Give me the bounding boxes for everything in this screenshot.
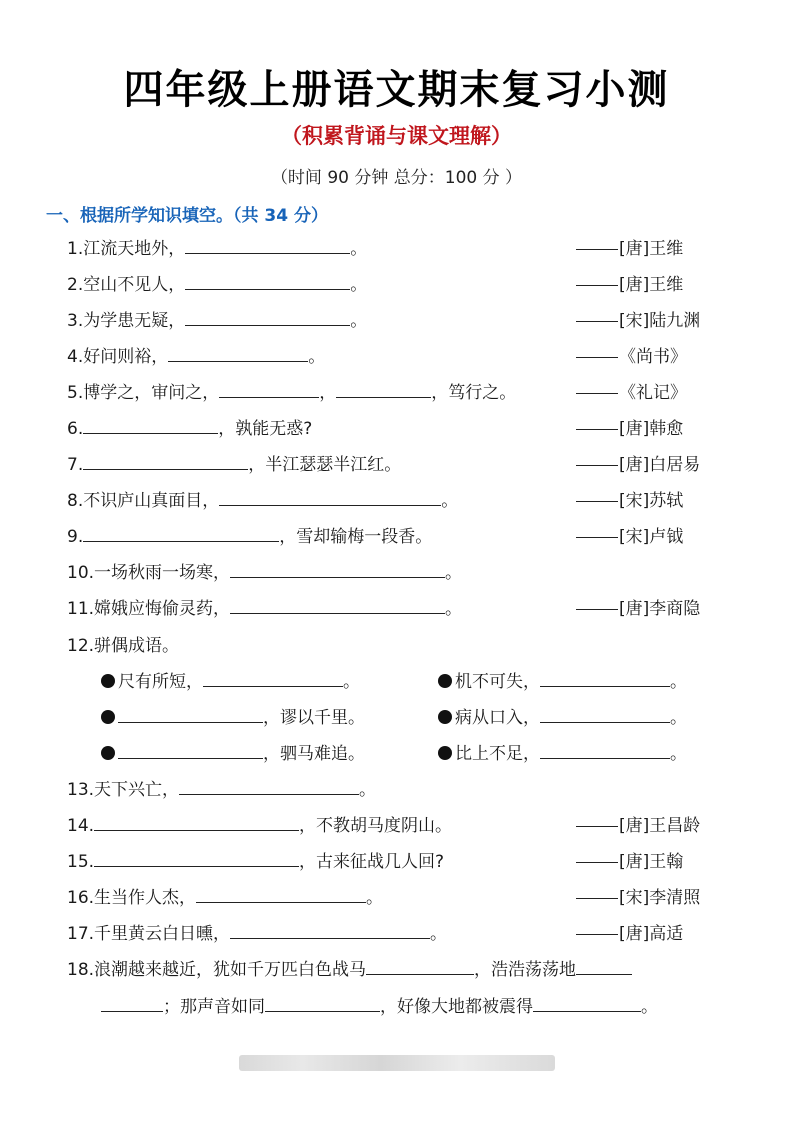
answer-blank[interactable]	[185, 235, 350, 254]
question-15: 15. ，古来征战几人回?	[67, 848, 444, 876]
question-5-source: 《礼记》	[576, 379, 687, 407]
bullet-icon	[438, 674, 452, 688]
question-6-source: [唐]韩愈	[576, 415, 683, 443]
question-16-source: [宋]李清照	[576, 884, 700, 912]
question-11: 11.嫦娥应悔偷灵药， 。	[67, 595, 462, 623]
answer-blank[interactable]	[168, 343, 308, 362]
question-17-source: [唐]高适	[576, 920, 683, 948]
answer-blank[interactable]	[83, 523, 279, 542]
answer-blank[interactable]	[94, 812, 299, 831]
page-subtitle: （积累背诵与课文理解）	[281, 124, 512, 148]
question-1-source: [唐]王维	[576, 235, 683, 263]
answer-blank[interactable]	[196, 884, 366, 903]
answer-blank[interactable]	[230, 559, 445, 578]
question-1: 1.江流天地外， 。	[67, 235, 367, 263]
question-9: 9. ，雪却输梅一段香。	[67, 523, 432, 551]
idiom-item: 病从口入， 。	[438, 704, 687, 732]
answer-blank[interactable]	[366, 956, 474, 975]
question-13: 13.天下兴亡， 。	[67, 776, 376, 804]
question-12: 12.骈偶成语。	[67, 636, 180, 656]
answer-blank[interactable]	[185, 271, 350, 290]
answer-blank[interactable]	[118, 704, 263, 723]
question-15-source: [唐]王翰	[576, 848, 683, 876]
question-8: 8.不识庐山真面目， 。	[67, 487, 458, 515]
answer-blank[interactable]	[540, 740, 670, 759]
answer-blank[interactable]	[230, 595, 445, 614]
answer-blank[interactable]	[540, 704, 670, 723]
answer-blank[interactable]	[185, 307, 350, 326]
answer-blank[interactable]	[219, 379, 319, 398]
answer-blank[interactable]	[118, 740, 263, 759]
question-8-source: [宋]苏轼	[576, 487, 683, 515]
section-heading: 一、根据所学知识填空。（共 34 分）	[46, 206, 328, 226]
answer-blank[interactable]	[83, 451, 248, 470]
answer-blank[interactable]	[83, 415, 218, 434]
question-18-continued: ；那声音如同 ，好像大地都被震得 。	[101, 993, 658, 1021]
question-4-source: 《尚书》	[576, 343, 687, 371]
question-7: 7. ，半江瑟瑟半江红。	[67, 451, 401, 479]
question-7-source: [唐]白居易	[576, 451, 700, 479]
answer-blank[interactable]	[336, 379, 431, 398]
question-6: 6. ，孰能无惑?	[67, 415, 312, 443]
question-2-source: [唐]王维	[576, 271, 683, 299]
idiom-item: ，驷马难追。	[101, 740, 365, 768]
bullet-icon	[101, 746, 115, 760]
bullet-icon	[438, 710, 452, 724]
answer-blank[interactable]	[101, 993, 163, 1012]
question-14: 14. ，不教胡马度阴山。	[67, 812, 452, 840]
question-3: 3.为学患无疑， 。	[67, 307, 367, 335]
answer-blank[interactable]	[533, 993, 641, 1012]
answer-blank[interactable]	[179, 776, 359, 795]
answer-blank[interactable]	[230, 920, 430, 939]
answer-blank[interactable]	[576, 956, 632, 975]
exam-meta: （时间 90 分钟 总分：100 分 ）	[270, 168, 523, 188]
answer-blank[interactable]	[219, 487, 441, 506]
question-9-source: [宋]卢钺	[576, 523, 683, 551]
bullet-icon	[438, 746, 452, 760]
idiom-item: 比上不足， 。	[438, 740, 687, 768]
question-14-source: [唐]王昌龄	[576, 812, 700, 840]
question-2: 2.空山不见人， 。	[67, 271, 367, 299]
blurred-watermark	[239, 1055, 555, 1071]
question-3-source: [宋]陆九渊	[576, 307, 700, 335]
answer-blank[interactable]	[265, 993, 380, 1012]
idiom-item: 尺有所短， 。	[101, 668, 360, 696]
question-17: 17.千里黄云白日曛， 。	[67, 920, 447, 948]
idiom-item: ，谬以千里。	[101, 704, 365, 732]
bullet-icon	[101, 710, 115, 724]
question-11-source: [唐]李商隐	[576, 595, 700, 623]
question-18: 18.浪潮越来越近，犹如千万匹白色战马 ，浩浩荡荡地	[67, 956, 632, 984]
page-title: 四年级上册语文期末复习小测	[123, 67, 670, 113]
question-16: 16.生当作人杰， 。	[67, 884, 383, 912]
question-4: 4.好问则裕， 。	[67, 343, 325, 371]
bullet-icon	[101, 674, 115, 688]
question-5: 5.博学之，审问之， ， ，笃行之。	[67, 379, 516, 407]
answer-blank[interactable]	[203, 668, 343, 687]
answer-blank[interactable]	[540, 668, 670, 687]
question-10: 10.一场秋雨一场寒， 。	[67, 559, 462, 587]
answer-blank[interactable]	[94, 848, 299, 867]
idiom-item: 机不可失， 。	[438, 668, 687, 696]
